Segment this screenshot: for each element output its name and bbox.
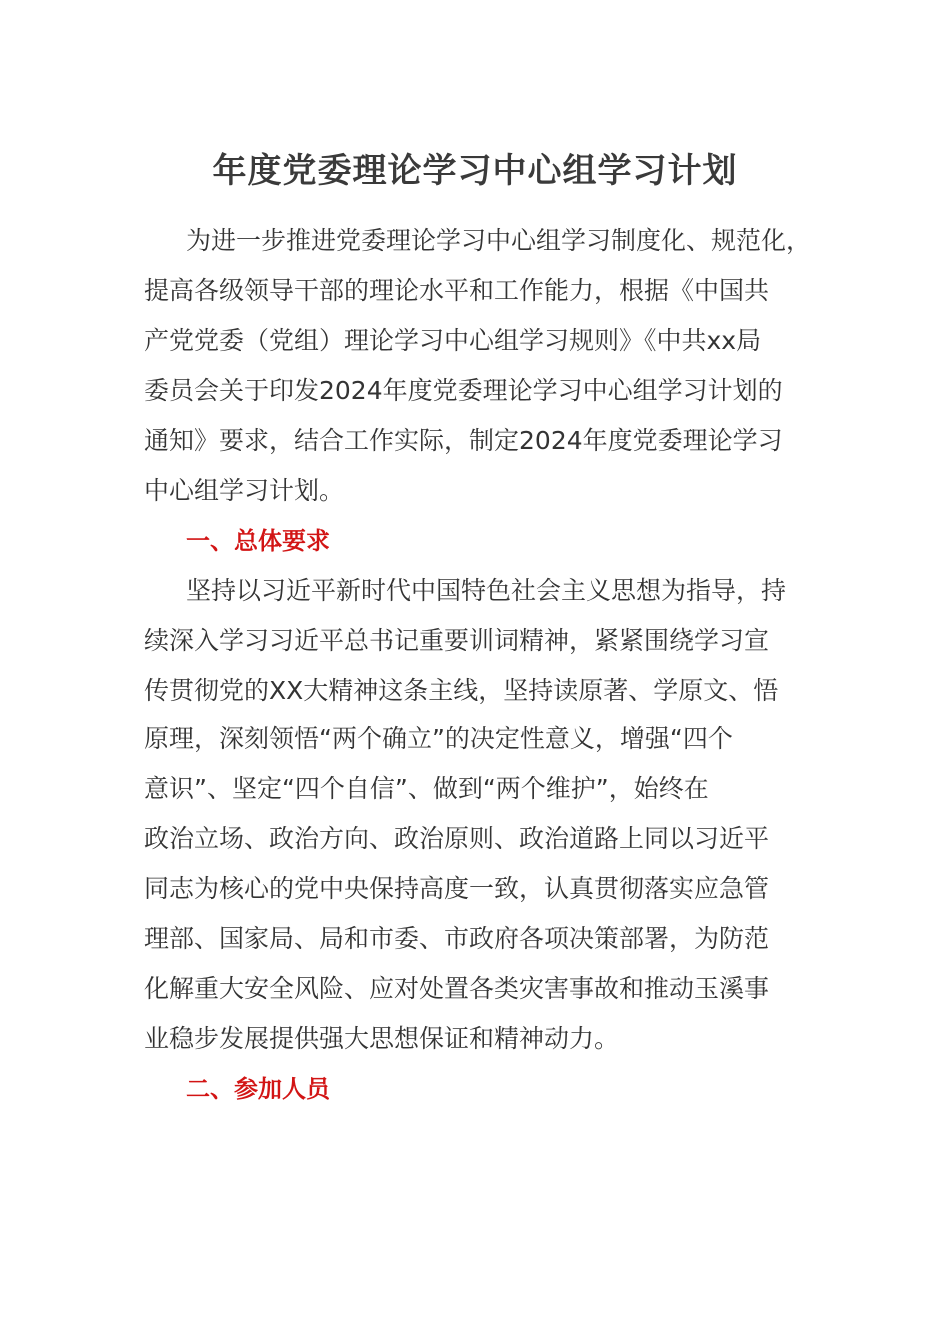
intro-line: 委员会关于印发2024年度党委理论学习中心组学习计划的 <box>144 376 783 405</box>
section1-line: 坚持以习近平新时代中国特色社会主义思想为指导，持 <box>186 576 787 605</box>
section-heading-general-requirements: 一、总体要求 <box>186 527 330 555</box>
intro-line: 中心组学习计划。 <box>144 476 345 505</box>
intro-line: 为进一步推进党委理论学习中心组学习制度化、规范化， <box>186 226 812 255</box>
section1-line: 原理，深刻领悟“两个确立”的决定性意义，增强“四个 <box>144 724 733 753</box>
section1-line: 理部、国家局、局和市委、市政府各项决策部署，为防范 <box>144 924 770 953</box>
document-title: 年度党委理论学习中心组学习计划 <box>212 151 738 191</box>
section1-line: 同志为核心的党中央保持高度一致，认真贯彻落实应急管 <box>144 874 770 903</box>
section1-line: 续深入学习习近平总书记重要训词精神，紧紧围绕学习宣 <box>144 626 770 655</box>
section1-line: 意识”、坚定“四个自信”、做到“两个维护”，始终在 <box>144 774 709 803</box>
section1-line: 业稳步发展提供强大思想保证和精神动力。 <box>144 1024 620 1053</box>
section1-line: 传贯彻党的XX大精神这条主线，坚持读原著、学原文、悟 <box>144 676 779 705</box>
intro-line: 提高各级领导干部的理论水平和工作能力，根据《中国共 <box>144 276 770 305</box>
section-heading-participants: 二、参加人员 <box>186 1075 330 1103</box>
section1-line: 化解重大安全风险、应对处置各类灾害事故和推动玉溪事 <box>144 974 770 1003</box>
intro-line: 通知》要求，结合工作实际，制定2024年度党委理论学习 <box>144 426 783 455</box>
section1-line: 政治立场、政治方向、政治原则、政治道路上同以习近平 <box>144 824 770 853</box>
intro-line: 产党党委（党组）理论学习中心组学习规则》《中共xx局 <box>144 326 762 355</box>
